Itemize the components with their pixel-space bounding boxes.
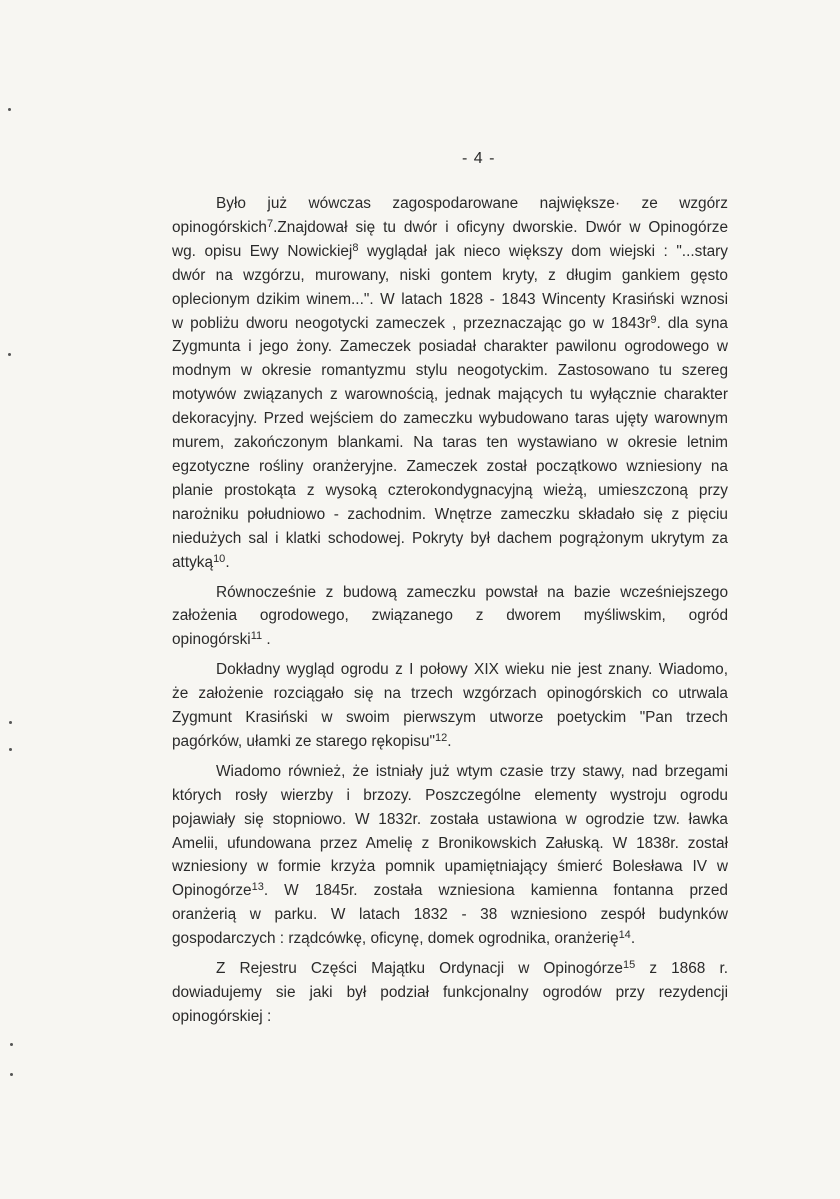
paragraph bbox=[172, 581, 728, 653]
line-text: narożniku południowo - zachodnim. Wnętrze zameczku składało się z pięciu bbox=[172, 505, 728, 523]
line-text: Wiadomo również, że istniały już wtym czasie trzy stawy, nad brzegami bbox=[216, 762, 728, 780]
page-number: - 4 - bbox=[462, 150, 496, 167]
text-line bbox=[172, 216, 728, 240]
line-text: gospodarczych : rządcówkę, oficynę, domek ogrodnika, oranżerię bbox=[172, 930, 619, 948]
line-text: . bbox=[225, 553, 230, 571]
line-text: pagórków, ułamki ze starego rękopisu" bbox=[172, 732, 435, 750]
line-text: attyką bbox=[172, 553, 214, 571]
text-line bbox=[172, 784, 728, 808]
text-line bbox=[172, 706, 728, 730]
line-text: motywów związanych z warownością, jednak mających tu wyłącznie charakter bbox=[172, 386, 728, 404]
scan-speck bbox=[10, 1073, 13, 1076]
line-text: opinogórski bbox=[172, 631, 251, 649]
text-line bbox=[172, 832, 728, 856]
line-text: . bbox=[630, 930, 636, 948]
text-line bbox=[172, 808, 728, 832]
line-text: dwór na wzgórzu, murowany, niski gontem kryty, z długim gankiem gęsto bbox=[172, 266, 728, 284]
text-line bbox=[172, 1005, 728, 1029]
line-text: oplecionym dzikim winem...". W latach 1828 - 1843 Wincenty Krasiński wznosi bbox=[172, 290, 728, 308]
line-text: Zygmunta i jego żony. Zameczek posiadał charakter pawilonu ogrodowego w bbox=[172, 338, 728, 356]
line-text: modnym w okresie romantyzmu stylu neogotyckim. Zastosowano tu szereg bbox=[172, 362, 728, 380]
line-text: Amelii, ufundowana przez Amelię z Bronikowskich Załuską. W 1838r. został bbox=[172, 834, 728, 852]
line-text: Z Rejestru Części Majątku Ordynacji w Opinogórze bbox=[216, 960, 623, 978]
text-line bbox=[172, 192, 728, 216]
line-text: Równocześnie z budową zameczku powstał na bazie wcześniejszego bbox=[216, 583, 728, 601]
text-line bbox=[172, 455, 728, 479]
footnote-ref: 10 bbox=[213, 552, 226, 565]
footnote-ref: 15 bbox=[623, 959, 636, 972]
text-line bbox=[172, 658, 728, 682]
line-text: Zygmunt Krasiński w swoim pierwszym utworze poetyckim "Pan trzech bbox=[172, 709, 728, 727]
text-line bbox=[172, 957, 728, 981]
text-line bbox=[172, 628, 728, 652]
scan-speck bbox=[8, 108, 11, 111]
text-line bbox=[172, 479, 728, 503]
line-text: . bbox=[447, 732, 452, 750]
line-text: dowiadujemy sie jaki był podział funkcjonalny ogrodów przy rezydencji bbox=[172, 984, 728, 1001]
text-line bbox=[172, 682, 728, 706]
line-text: założenia ogrodowego, związanego z dworem myśliwskim, ogród bbox=[172, 607, 728, 625]
line-text: egzotyczne rośliny oranżeryjne. Zameczek został początkowo wzniesiony na bbox=[172, 457, 728, 475]
footnote-ref: 12 bbox=[434, 731, 448, 744]
line-text: pojawiały się stopniowo. W 1832r. została ustawiona w ogrodzie tzw. ławka bbox=[172, 810, 728, 828]
line-text: . bbox=[262, 631, 271, 649]
text-line bbox=[172, 760, 728, 784]
line-text: wg. opisu Ewy Nowickiej bbox=[172, 242, 353, 260]
text-line bbox=[172, 312, 728, 336]
footnote-ref: 7 bbox=[266, 217, 274, 230]
line-text: Dokładny wygląd ogrodu z I połowy XIX wieku nie jest znany. Wiadomo, bbox=[216, 661, 728, 679]
line-text: oranżerią w parku. W latach 1832 - 38 wzniesiono zespół budynków bbox=[172, 906, 728, 924]
text-line bbox=[172, 927, 728, 951]
line-text: że założenie rozciągało się na trzech wzgórzach opinogórskich co utrwala bbox=[172, 685, 728, 703]
text-line bbox=[172, 879, 728, 903]
text-line bbox=[172, 981, 728, 1005]
line-text: opinogórskiej : bbox=[172, 1007, 272, 1025]
footnote-ref: 8 bbox=[352, 241, 359, 254]
text-line bbox=[172, 855, 728, 879]
text-line bbox=[172, 240, 728, 264]
text-line bbox=[172, 431, 728, 455]
line-text: Było już wówczas zagospodarowane największe· ze wzgórz bbox=[216, 195, 728, 212]
paragraph bbox=[172, 192, 728, 575]
line-text: . dla syna bbox=[656, 314, 728, 332]
text-line bbox=[172, 527, 728, 551]
line-text: murem, zakończonym blankami. Na taras ten wystawiano w okresie letnim bbox=[172, 434, 728, 452]
footnote-ref: 14 bbox=[618, 929, 631, 942]
paragraph bbox=[172, 658, 728, 754]
text-line bbox=[172, 903, 728, 927]
text-line bbox=[172, 335, 728, 359]
scan-speck bbox=[9, 721, 12, 724]
line-text: dekoracyjny. Przed wejściem do zameczku wybudowano taras ujęty warownym bbox=[172, 410, 728, 428]
text-line bbox=[172, 730, 728, 754]
line-text: .Znajdował się tu dwór i oficyny dworskie. Dwór w Opinogórze bbox=[273, 218, 728, 236]
scan-speck bbox=[8, 353, 11, 356]
text-line bbox=[172, 359, 728, 383]
text-line bbox=[172, 264, 728, 288]
paragraph bbox=[172, 957, 728, 1029]
line-text: opinogórskich bbox=[172, 218, 267, 236]
footnote-ref: 9 bbox=[650, 313, 657, 326]
line-text: wzniesiony w formie krzyża pomnik upamiętniający śmierć Bolesława IV w bbox=[172, 858, 728, 876]
text-line bbox=[172, 604, 728, 628]
footnote-ref: 13 bbox=[251, 881, 264, 894]
line-text: planie prostokąta z wysoką czterokondygnacyjną wieżą, umieszczoną przy bbox=[172, 481, 728, 499]
text-line bbox=[172, 288, 728, 312]
footnote-ref: 11 bbox=[250, 630, 263, 643]
body-text bbox=[172, 192, 728, 1035]
line-text: niedużych sal i klatki schodowej. Pokryty był dachem pogrążonym ukrytym za bbox=[172, 529, 728, 547]
text-line bbox=[172, 407, 728, 431]
text-line bbox=[172, 551, 728, 575]
line-text: w pobliżu dworu neogotycki zameczek , przeznaczając go w 1843r bbox=[172, 314, 651, 332]
text-line bbox=[172, 581, 728, 605]
line-text: których rosły wierzby i brzozy. Poszczególne elementy wystroju ogrodu bbox=[172, 786, 728, 804]
text-line bbox=[172, 503, 728, 527]
scan-speck bbox=[9, 748, 12, 751]
line-text: Opinogórze bbox=[172, 882, 252, 900]
line-text: . W 1845r. została wzniesiona kamienna fontanna przed bbox=[263, 882, 728, 900]
line-text: z 1868 r. bbox=[635, 960, 728, 978]
line-text: wyglądał jak nieco większy dom wiejski : "...stary bbox=[358, 242, 728, 260]
text-line bbox=[172, 383, 728, 407]
scan-speck bbox=[10, 1043, 13, 1046]
paragraph bbox=[172, 760, 728, 951]
